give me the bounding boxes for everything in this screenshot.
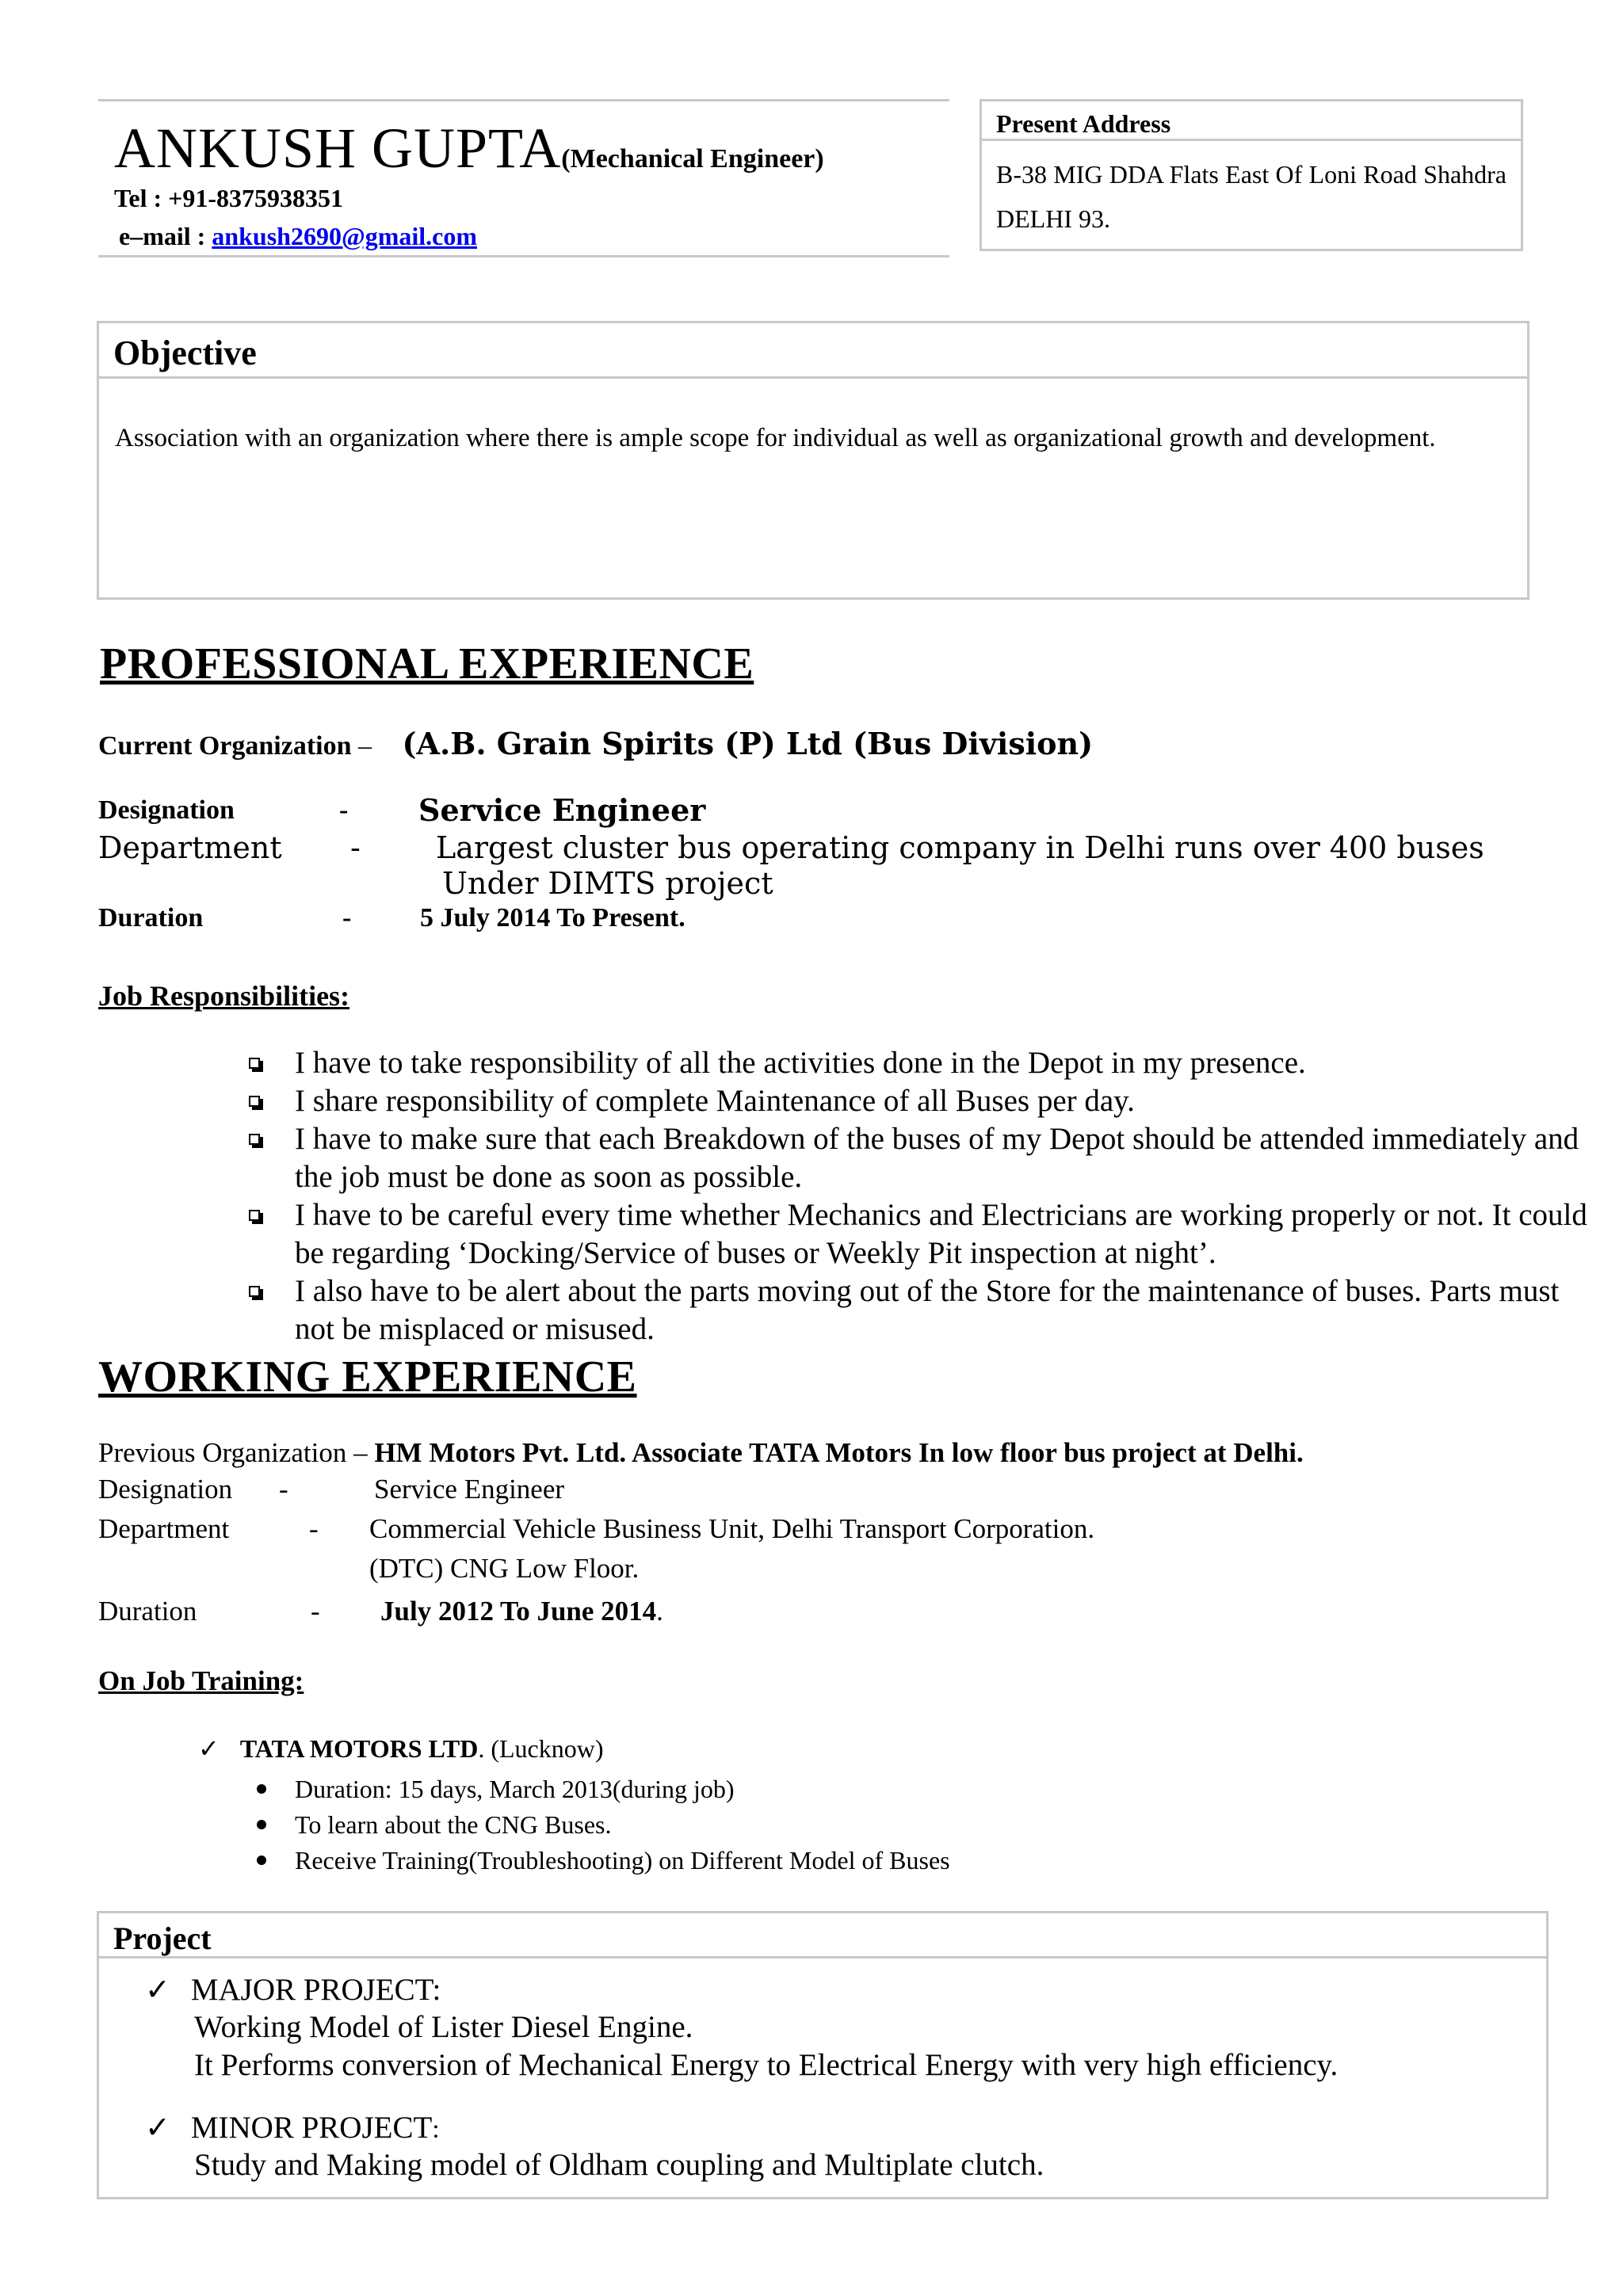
square-bullet-icon [249,1096,260,1107]
designation-dash: - [339,795,349,825]
major-project-label: MAJOR PROJECT: [190,1973,441,2007]
email-link[interactable]: ankush2690@gmail.com [212,222,477,250]
tel-label: Tel : [114,184,169,212]
check-mark-icon: ✓ [145,2110,170,2145]
training-list [254,1772,950,1878]
designation-row [98,795,235,826]
objective-box [97,321,1529,600]
dot-bullet-icon [257,1820,266,1829]
minor-project-line [145,2108,439,2149]
candidate-name: ANKUSH GUPTA [114,116,562,180]
square-bullet-icon [249,1058,260,1069]
minor-project-desc-1: Study and Making model of Oldham coupling and Multiplate clutch. [194,2148,1044,2182]
designation-label: Designation [98,795,235,825]
designation-value: Service Engineer [418,792,706,828]
responsibility-text: I have to make sure that each Breakdown of the buses of my Depot should be attended immediately and the job must be done as soon as possible. [295,1122,1579,1194]
we-duration-line [380,1596,663,1627]
working-experience-heading: WORKING EXPERIENCE [98,1352,637,1402]
we-designation-value: Service Engineer [374,1474,565,1505]
we-department-value-2: (DTC) CNG Low Floor. [369,1553,640,1584]
department-value: Largest cluster bus operating company in Delhi runs over 400 buses [436,830,1484,865]
address-heading: Present Address [982,101,1521,141]
training-org-suffix: . (Lucknow) [478,1734,604,1763]
minor-project-label: MINOR PROJECT [190,2111,433,2145]
we-department-value: Commercial Vehicle Business Unit, Delhi Transport Corporation. [369,1513,1095,1544]
responsibility-text: I have to take responsibility of all the activities done in the Depot in my presence. [295,1046,1306,1080]
telephone-line [114,184,343,213]
training-org-name: TATA MOTORS LTD [239,1734,479,1763]
major-project-line [145,1970,441,2009]
list-item [254,1807,950,1843]
we-duration-label: Duration [98,1596,197,1627]
we-department-label: Department [98,1513,230,1544]
current-org-label: Current Organization [98,731,352,761]
professional-experience-heading: PROFESSIONAL EXPERIENCE [100,639,754,688]
department-value-2: Under DIMTS project [442,866,773,901]
training-item-text: Receive Training(Troubleshooting) on Different Model of Buses [295,1846,950,1875]
current-org-value: (A.B. Grain Spirits (P) Ltd (Bus Division) [402,726,1094,761]
square-bullet-icon [249,1134,260,1145]
training-item-text: To learn about the CNG Buses. [295,1810,612,1839]
we-duration-end: . [656,1596,663,1627]
duration-dash: - [342,903,352,933]
department-label: Department [98,830,282,865]
objective-text: Association with an organization where there is ample scope for individual as well as organizational growth and development. [115,424,1436,452]
department-dash: - [350,830,361,865]
list-item [242,1120,1606,1196]
square-bullet-icon [249,1286,260,1297]
major-project-desc-1: Working Model of Lister Diesel Engine. [194,2010,693,2044]
current-org-dash: – [351,731,379,761]
previous-org-dash: – [346,1437,375,1468]
dot-bullet-icon [257,1855,266,1865]
major-project-desc-2: It Performs conversion of Mechanical Energy to Electrical Energy with very high efficiency. [194,2048,1338,2082]
duration-label: Duration [98,903,204,933]
square-bullet-icon [249,1210,260,1221]
responsibility-text: I share responsibility of complete Maintenance of all Buses per day. [295,1084,1135,1118]
project-heading: Project [99,1913,1546,1958]
we-duration-value: July 2012 To June 2014 [380,1596,657,1627]
training-org-line [198,1733,604,1764]
list-item [242,1272,1606,1348]
header-block [98,99,949,257]
previous-org-value: HM Motors Pvt. Ltd. Associate TATA Motors In low floor bus project at Delhi. [374,1437,1304,1468]
project-box [97,1911,1549,2199]
candidate-role: (Mechanical Engineer) [561,144,824,174]
we-department-dash: - [309,1513,319,1544]
current-organization-line [98,726,1093,761]
we-designation-dash: - [279,1474,288,1505]
responsibilities-list [242,1044,1606,1348]
present-address-box [980,99,1523,251]
previous-organization-line [98,1437,1304,1469]
list-item [254,1843,950,1878]
email-line [119,222,477,251]
address-text: B-38 MIG DDA Flats East Of Loni Road Shahdra DELHI 93. [996,160,1507,233]
dot-bullet-icon [257,1784,266,1794]
responsibility-text: I have to be careful every time whether Mechanics and Electricians are working properly or not. It could be regarding ‘Docking/Service of buses or Weekly Pit inspection at night’. [295,1198,1587,1270]
minor-project-colon: : [432,2115,440,2144]
job-responsibilities-heading: Job Responsibilities: [98,980,350,1012]
check-mark-icon: ✓ [198,1733,220,1764]
we-duration-dash: - [311,1596,320,1627]
list-item [242,1196,1606,1272]
on-job-training-heading: On Job Training: [98,1665,304,1696]
name-line [114,116,824,181]
training-item-text: Duration: 15 days, March 2013(during job) [295,1775,735,1803]
tel-value: +91-8375938351 [168,184,344,212]
we-designation-label: Designation [98,1474,233,1505]
list-item [254,1772,950,1807]
check-mark-icon: ✓ [145,1972,170,2007]
duration-value: 5 July 2014 To Present. [420,903,685,933]
list-item [242,1082,1606,1120]
list-item [242,1044,1606,1082]
email-label: e–mail : [119,222,212,250]
previous-org-label: Previous Organization [98,1437,347,1468]
objective-heading: Objective [99,323,1527,379]
responsibility-text: I also have to be alert about the parts moving out of the Store for the maintenance of buses. Parts must not be misplaced or misused. [295,1274,1560,1346]
